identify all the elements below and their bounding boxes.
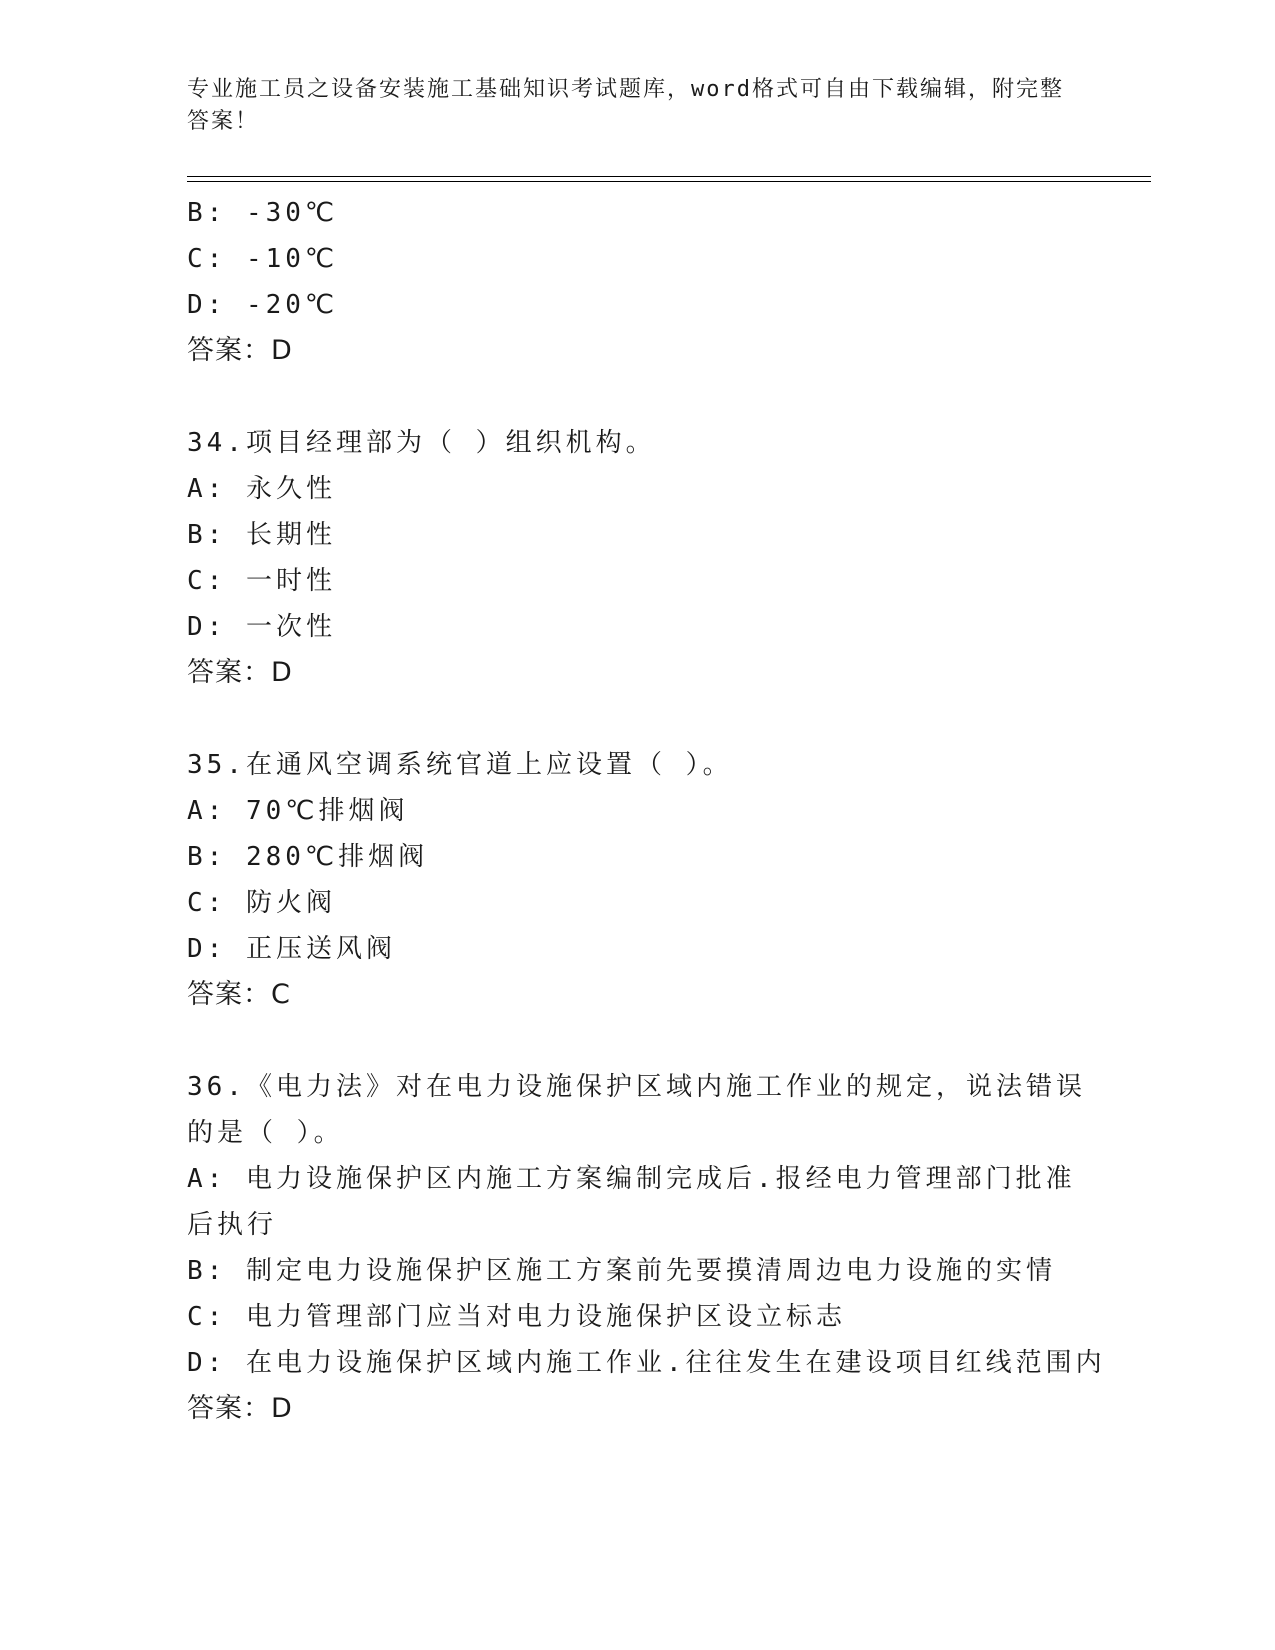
- question-33-continued: [187, 190, 1087, 374]
- question-35: [187, 742, 1087, 1018]
- header-rule-bottom: [187, 181, 1151, 182]
- option-b: B: 长期性: [187, 520, 336, 550]
- question-stem: 35.在通风空调系统官道上应设置（ ）。: [187, 750, 733, 780]
- option-b: B: -30℃: [187, 198, 339, 228]
- option-c: C: 电力管理部门应当对电力设施保护区设立标志: [187, 1302, 846, 1332]
- spacer: [187, 1018, 1087, 1064]
- option-a: A: 70℃排烟阀: [187, 796, 409, 826]
- option-a: A: 永久性: [187, 474, 336, 504]
- question-list: [187, 190, 1106, 1432]
- question-34: [187, 420, 1087, 696]
- spacer: [187, 374, 1087, 420]
- option-b: B: 280℃排烟阀: [187, 842, 429, 872]
- option-d: D: 一次性: [187, 612, 336, 642]
- option-c: C: 一时性: [187, 566, 336, 596]
- page-header: 专业施工员之设备安装施工基础知识考试题库，word格式可自由下载编辑，附完整答案！: [187, 77, 1064, 134]
- answer: 答案：D: [187, 657, 293, 688]
- answer: 答案：D: [187, 1393, 293, 1424]
- question-36: [187, 1064, 1106, 1432]
- option-d: D: 在电力设施保护区域内施工作业.往往发生在建设项目红线范围内: [187, 1348, 1106, 1378]
- question-stem: 36.《电力法》对在电力设施保护区域内施工作业的规定，说法错误的是（ ）。: [187, 1072, 1086, 1148]
- question-stem: 34.项目经理部为（ ）组织机构。: [187, 428, 656, 458]
- option-a: A: 电力设施保护区内施工方案编制完成后.报经电力管理部门批准后执行: [187, 1164, 1076, 1240]
- option-d: D: 正压送风阀: [187, 934, 396, 964]
- option-d: D: -20℃: [187, 290, 339, 320]
- option-c: C: 防火阀: [187, 888, 336, 918]
- option-c: C: -10℃: [187, 244, 339, 274]
- option-b: B: 制定电力设施保护区施工方案前先要摸清周边电力设施的实情: [187, 1256, 1056, 1286]
- answer: 答案：D: [187, 335, 293, 366]
- header-rule-top: [187, 176, 1151, 177]
- answer: 答案：C: [187, 979, 291, 1010]
- spacer: [187, 696, 1087, 742]
